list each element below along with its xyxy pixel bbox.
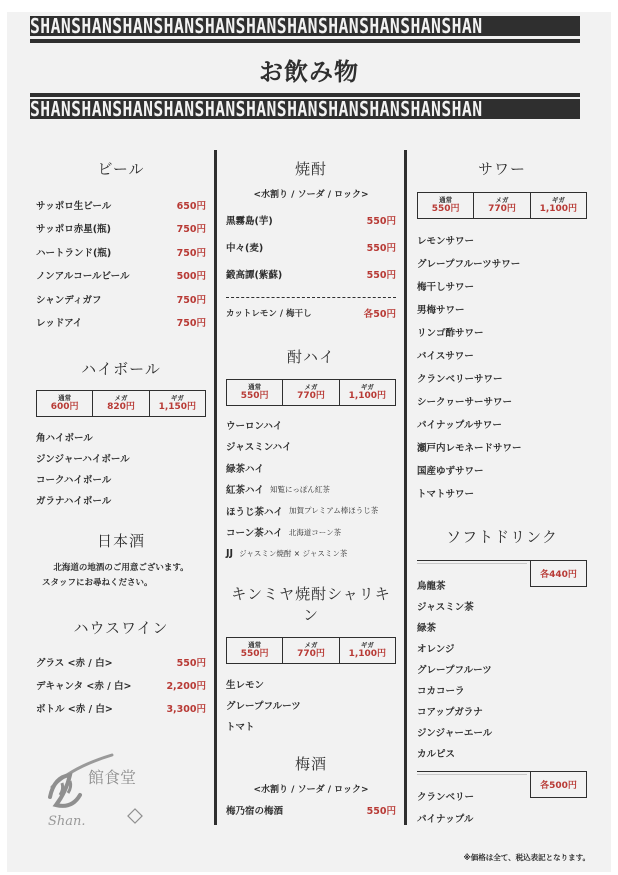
menu-item: 緑茶 [417, 622, 437, 634]
menu-item [36, 673, 206, 696]
size-mega [93, 391, 149, 416]
menu-item: コアップガラナ [417, 706, 483, 718]
item-note: 知覧にっぽん紅茶 [270, 484, 330, 494]
chuhai-list [226, 414, 396, 565]
size-price-box [417, 192, 587, 219]
menu-item: トマト [226, 722, 255, 733]
item-price: 550円 [366, 215, 396, 227]
menu-item: 生レモン [226, 680, 265, 691]
size-label: メガ [495, 196, 509, 204]
section-beer [36, 158, 206, 334]
menu-item: コカコーラ [417, 685, 465, 697]
size-regular [418, 193, 474, 218]
menu-item-extra [226, 306, 396, 320]
item-name: ウーロンハイ [226, 420, 283, 432]
size-label: ギガ [170, 394, 184, 402]
size-regular [227, 380, 283, 405]
item-name: 緑茶ハイ [226, 463, 265, 475]
section-title: ハイボール [81, 360, 161, 378]
dashed-divider [226, 297, 396, 298]
section-title: ビール [97, 160, 145, 178]
size-label: ギガ [360, 383, 374, 391]
menu-item: 角ハイボール [36, 432, 93, 444]
menu-item: コークハイボール [36, 474, 112, 486]
menu-item: ジンジャーエール [417, 727, 493, 739]
banner-rule-bottom [30, 93, 580, 97]
menu-item: パイナップル [417, 814, 474, 825]
menu-item: グレープフルーツ [226, 701, 301, 712]
item-name: 梅乃宿の梅酒 [226, 805, 284, 817]
item-name: カットレモン / 梅干し [226, 309, 312, 319]
item-price: 750円 [176, 224, 206, 236]
size-price: 1,100円 [348, 391, 387, 401]
menu-item [36, 311, 206, 335]
shop-logo [42, 747, 152, 829]
size-mega [474, 193, 530, 218]
menu-item [226, 543, 396, 565]
size-regular [227, 638, 283, 663]
soft-group-1-list [417, 574, 587, 763]
section-title: 酎ハイ [286, 348, 335, 366]
item-price: 3,300円 [166, 703, 206, 715]
menu-item [36, 287, 206, 311]
menu-item: 瀬戸内レモネードサワー [417, 442, 522, 454]
menu-item: パイナップルサワー [417, 419, 502, 431]
menu-item [226, 500, 396, 522]
menu-item [226, 522, 396, 544]
section-wine [36, 617, 206, 719]
item-name: ほうじ茶ハイ [226, 506, 284, 518]
item-note: 加賀プレミアム棒ほうじ茶 [289, 506, 379, 516]
size-giga [340, 380, 395, 405]
svg-text:館食堂: 館食堂 [88, 768, 137, 787]
menu-item: レモンサワー [417, 235, 475, 247]
menu-item: 梅干しサワー [417, 281, 475, 293]
item-price: 550円 [366, 805, 396, 817]
item-name: グラス <赤 / 白> [36, 657, 113, 669]
item-price: 各50円 [363, 309, 396, 320]
item-price: 550円 [176, 657, 206, 669]
soft-group-1-header [417, 560, 587, 588]
item-name: サッポロ赤星(瓶) [36, 224, 111, 236]
beer-list [36, 193, 206, 334]
size-price-box [36, 390, 206, 417]
section-title: ハウスワイン [73, 619, 169, 637]
item-name: シャンディガフ [36, 294, 102, 306]
size-label: ギガ [360, 640, 374, 649]
size-label: 通常 [439, 196, 453, 204]
menu-item: グレープフルーツ [417, 664, 492, 676]
menu-item: クランベリーサワー [417, 373, 503, 385]
section-umeshu [226, 753, 396, 821]
banner-stripe-top [30, 16, 580, 36]
size-giga [531, 193, 586, 218]
sake-note-line: 北海道の地酒のご用意ございます。 [53, 563, 189, 573]
menu-item [226, 206, 396, 233]
section-title: 日本酒 [96, 532, 145, 550]
section-highball [36, 358, 206, 510]
item-note: 北海道コーン茶 [288, 527, 342, 537]
size-giga [150, 391, 205, 416]
size-label: 通常 [248, 640, 262, 649]
menu-item [226, 479, 396, 501]
group-price-box: 各440円 [530, 560, 587, 587]
banner-rule-top [30, 39, 580, 43]
size-price: 600円 [50, 402, 79, 412]
section-kinmiya [226, 583, 396, 737]
size-price-box [226, 637, 396, 664]
menu-item [226, 436, 396, 458]
menu-item [36, 696, 206, 719]
size-price: 770円 [297, 391, 325, 401]
item-name: ジャスミンハイ [226, 442, 292, 454]
logo-brush-icon [42, 747, 152, 829]
item-name: 中々(麦) [226, 242, 264, 254]
menu-item: カルピス [417, 748, 456, 760]
group-price-box: 各500円 [530, 771, 587, 798]
section-shochu [226, 158, 396, 320]
size-label: メガ [114, 394, 128, 402]
size-price: 770円 [488, 204, 516, 214]
section-title: キンミヤ焼酎シャリキン [231, 584, 391, 624]
menu-item: ガラナハイボール [36, 495, 112, 507]
menu-item: 烏龍茶 [417, 580, 446, 592]
size-mega [283, 638, 339, 663]
menu-item [226, 260, 396, 287]
item-name: 紅茶ハイ [226, 485, 265, 497]
section-chuhai [226, 346, 396, 565]
item-name: サッポロ生ビール [36, 200, 112, 212]
highball-list [36, 426, 206, 510]
menu-item: ジャスミン茶 [417, 601, 474, 613]
sake-note-line: スタッフにお尋ねください。 [42, 578, 153, 588]
kinmiya-list [226, 674, 396, 737]
page-title: お飲み物 [259, 58, 359, 86]
menu-item [226, 457, 396, 479]
size-price-box [226, 379, 396, 406]
menu-item: リンゴ酢サワー [417, 327, 484, 339]
section-sake [36, 530, 206, 591]
menu-item [36, 240, 206, 264]
size-price: 820円 [107, 402, 135, 412]
menu-item: ジンジャーハイボール [36, 453, 130, 465]
item-name: 黒霧島(芋) [226, 215, 273, 227]
item-price: 750円 [176, 247, 206, 259]
shochu-list [226, 206, 396, 287]
section-soft-drink [417, 526, 587, 829]
banner-stripe-bottom [30, 99, 580, 119]
svg-text:Shan.: Shan. [48, 814, 86, 829]
item-name: レッドアイ [36, 318, 83, 330]
column-middle [226, 150, 396, 821]
tax-note: ※価格は全て、税込表記となります。 [463, 853, 590, 862]
item-price: 500円 [176, 271, 206, 283]
size-price: 550円 [431, 204, 460, 214]
menu-item [226, 414, 396, 436]
item-price: 550円 [366, 242, 396, 254]
menu-item: グレープフルーツサワー [417, 258, 521, 270]
menu-item [36, 264, 206, 288]
menu-item: トマトサワー [417, 488, 475, 500]
banner-text: SHANSHANSHANSHANSHANSHANSHANSHANSHANSHANSHAN [30, 16, 483, 36]
size-label: ギガ [551, 196, 565, 204]
menu-item: 男梅サワー [417, 304, 465, 316]
menu-item: シークヮーサーサワー [417, 396, 513, 408]
menu-item: バイスサワー [417, 350, 474, 362]
soft-group-2-header [417, 771, 587, 799]
size-price: 550円 [240, 391, 269, 401]
size-mega [283, 380, 339, 405]
serving-style-note: <水割り / ソーダ / ロック> [253, 784, 369, 795]
item-name: JJ [226, 548, 234, 560]
size-label: 通常 [58, 394, 72, 402]
size-giga [340, 638, 395, 663]
size-price: 550円 [240, 648, 269, 659]
item-note: ジャスミン焼酎 × ジャスミン茶 [239, 549, 348, 559]
banner-text: SHANSHANSHANSHANSHANSHANSHANSHANSHANSHANSHAN [30, 99, 483, 119]
size-price: 1,100円 [348, 648, 387, 659]
section-sour [417, 158, 587, 504]
size-label: メガ [304, 640, 318, 649]
menu-item: オレンジ [417, 643, 455, 655]
column-divider [214, 150, 217, 825]
item-name: コーン茶ハイ [226, 528, 283, 540]
sour-list [417, 228, 587, 504]
wine-list [36, 650, 206, 719]
section-title: ソフトドリンク [446, 528, 558, 546]
item-name: 鍛高譚(紫蘇) [226, 269, 283, 281]
menu-item [36, 217, 206, 241]
item-price: 650円 [176, 200, 206, 212]
size-price: 770円 [297, 648, 325, 659]
item-price: 550円 [366, 269, 396, 281]
section-title: サワー [477, 160, 526, 178]
umeshu-list [226, 799, 396, 821]
serving-style-note: <水割り / ソーダ / ロック> [253, 190, 369, 200]
size-regular [37, 391, 93, 416]
item-price: 750円 [176, 294, 206, 306]
menu-item [226, 799, 396, 821]
menu-item: クランベリー [417, 792, 475, 803]
menu-item: 国産ゆずサワー [417, 465, 484, 477]
item-name: デキャンタ <赤 / 白> [36, 680, 132, 692]
item-name: ボトル <赤 / 白> [36, 703, 113, 715]
size-label: 通常 [248, 383, 262, 391]
section-title: 梅酒 [294, 754, 327, 773]
section-title: 焼酎 [294, 160, 327, 178]
item-price: 2,200円 [166, 680, 206, 692]
size-price: 1,150円 [158, 402, 197, 412]
item-name: ハートランド(瓶) [36, 247, 112, 259]
sake-note [36, 561, 206, 591]
column-divider [404, 150, 407, 825]
size-label: メガ [304, 383, 318, 391]
menu-item [36, 193, 206, 217]
size-price: 1,100円 [539, 204, 578, 214]
item-name: ノンアルコールビール [36, 271, 130, 283]
menu-item [226, 233, 396, 260]
menu-item [36, 650, 206, 673]
column-right [417, 150, 587, 829]
column-left [36, 150, 206, 719]
item-price: 750円 [176, 318, 206, 330]
